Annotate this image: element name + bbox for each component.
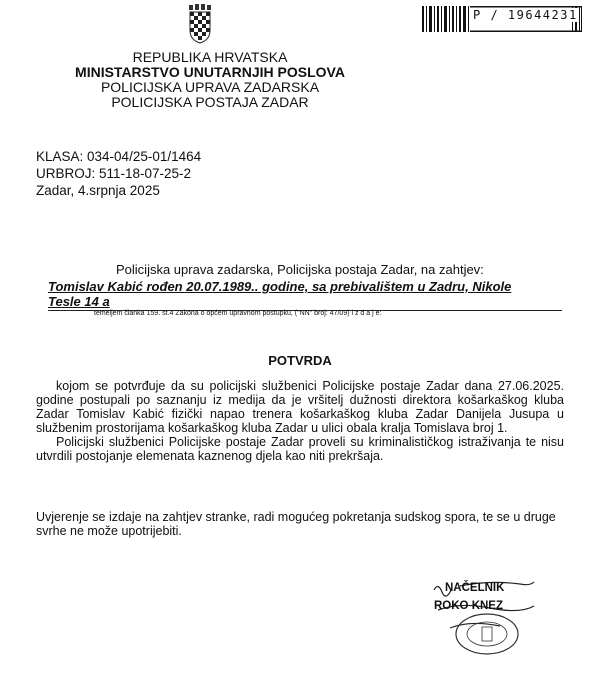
urbroj: URBROJ: 511-18-07-25-2 [36, 166, 192, 181]
signatory-role: NAČELNIK [445, 582, 505, 594]
applicant-line-1: Tomislav Kabić rođen 20.07.1989.. godine, sa prebivalištem u Zadru, Nikole [48, 279, 512, 294]
intro-line: Policijska uprava zadarska, Policijska postaja Zadar, na zahtjev: [116, 262, 484, 277]
document-title: POTVRDA [268, 353, 332, 368]
applicant-line-2: Tesle 14 a [48, 294, 110, 309]
republic-name: REPUBLIKA HRVATSKA [132, 49, 288, 65]
signatory-name: ROKO KNEZ [434, 600, 503, 612]
station-name: POLICIJSKA POSTAJA ZADAR [111, 94, 309, 110]
closing-statement: Uvjerenje se izdaje na zahtjev stranke, radi mogućeg pokretanja sudskog spora, te se u druge svrhe ne može upotrijebiti. [36, 510, 556, 538]
document-serial-number: P / 19644231 [473, 8, 578, 22]
body-paragraph-1: kojom se potvrđuje da su policijski službenici Policijske postaje Zadar dana 27.06.2025. godine postupali po saznanju iz medija da je vršitelj dužnosti direktora košarkaškog kluba Zadar Tomislav Kabić fizički napao trenera košarkaškog kluba Zadar Danijela Jusupa u službenim prostorijama košarkaškog kluba Zadar u ulici obala kralja Tomislava broj 1. [36, 379, 564, 435]
klasa: KLASA: 034-04/25-01/1464 [36, 149, 202, 164]
applicant-details [48, 279, 568, 309]
letterhead [60, 50, 360, 110]
document-meta [36, 148, 201, 199]
administration-name: POLICIJSKA UPRAVA ZADARSKA [100, 79, 320, 95]
ministry-name: MINISTARSTVO UNUTARNJIH POSLOVA [75, 64, 345, 80]
certificate-body [36, 379, 564, 463]
official-stamp-icon [454, 612, 520, 656]
place-date: Zadar, 4.srpnja 2025 [36, 183, 160, 198]
legal-basis: temeljem članka 159. st.4 Zakona o općem upravnom postupku, ("NN" broj: 47/09) i z d a j e: [94, 310, 382, 317]
coat-of-arms-icon [187, 4, 213, 44]
body-paragraph-2: Policijski službenici Policijske postaje Zadar proveli su kriminalističkog istraživanja te nisu utvrdili postojanje elemenata kaznenog djela kao niti prekršaja. [36, 435, 564, 463]
